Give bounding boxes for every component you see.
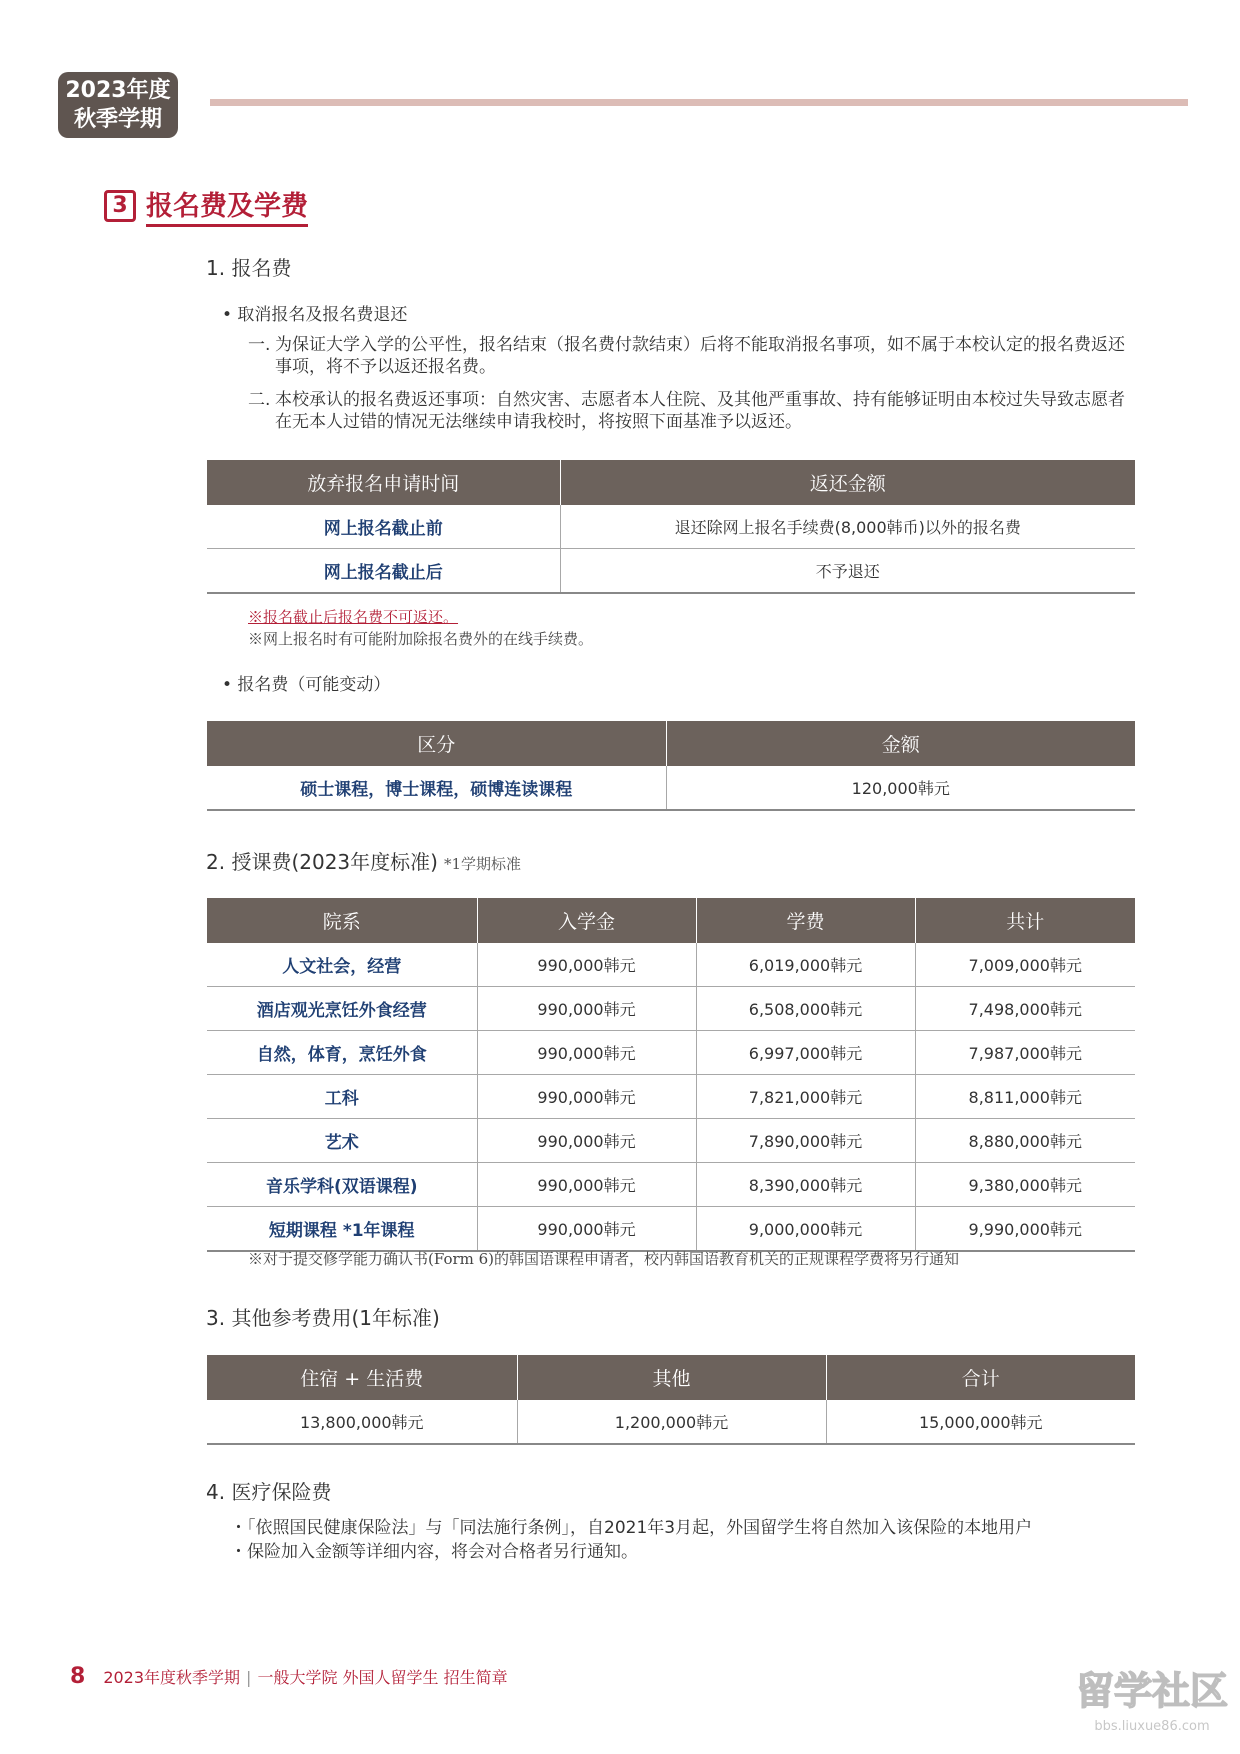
item-text: 为保证大学入学的公平性，报名结束（报名费付款结束）后将不能取消报名事项，如不属于本校认定的报名费返还事项，将不予以返还报名费。 <box>275 335 1125 377</box>
table-cell: 990,000韩元 <box>477 1163 696 1207</box>
watermark-text: 留学社区 <box>1075 1669 1229 1713</box>
table-cell: 1,200,000韩元 <box>517 1400 826 1444</box>
table-cell: 自然，体育，烹饪外食 <box>207 1031 477 1075</box>
table-cell: 990,000韩元 <box>477 987 696 1031</box>
table-cell: 9,000,000韩元 <box>696 1207 915 1252</box>
table-cell: 短期课程 *1年课程 <box>207 1207 477 1252</box>
table-row <box>207 1163 1135 1207</box>
section-title <box>104 184 308 227</box>
header-cell: 院系 <box>207 898 477 943</box>
header-cell: 返还金额 <box>560 460 1135 505</box>
bullet-cancel-refund: • 取消报名及报名费退还 <box>222 305 408 325</box>
table-cell: 7,498,000韩元 <box>915 987 1135 1031</box>
table-row <box>207 766 1135 810</box>
header-cell: 住宿 + 生活费 <box>207 1355 517 1400</box>
table-cell: 990,000韩元 <box>477 1031 696 1075</box>
table-cell: 990,000韩元 <box>477 943 696 987</box>
header-cell: 放弃报名申请时间 <box>207 460 560 505</box>
table-cell: 艺术 <box>207 1119 477 1163</box>
note-online-fee: ※网上报名时有可能附加除报名费外的在线手续费。 <box>248 630 594 648</box>
table-cell: 7,890,000韩元 <box>696 1119 915 1163</box>
table-header-row <box>207 1355 1135 1400</box>
table-cell: 人文社会，经营 <box>207 943 477 987</box>
other-costs-table <box>207 1355 1135 1445</box>
table-row <box>207 987 1135 1031</box>
heading-other-costs: 3. 其他参考费用(1年标准) <box>206 1306 440 1330</box>
header-cell: 区分 <box>207 721 666 766</box>
table-cell: 硕士课程，博士课程，硕博连读课程 <box>207 766 666 810</box>
refund-table <box>207 460 1135 594</box>
badge-term: 秋季学期 <box>73 107 162 132</box>
table-cell: 7,987,000韩元 <box>915 1031 1135 1075</box>
table-header-row <box>207 721 1135 766</box>
table-cell: 6,997,000韩元 <box>696 1031 915 1075</box>
table-cell: 990,000韩元 <box>477 1075 696 1119</box>
table-cell: 酒店观光烹饪外食经营 <box>207 987 477 1031</box>
section-number: 3 <box>104 190 136 222</box>
table-cell: 7,821,000韩元 <box>696 1075 915 1119</box>
table-header-row <box>207 460 1135 505</box>
table-row <box>207 1400 1135 1444</box>
table-cell: 9,380,000韩元 <box>915 1163 1135 1207</box>
watermark-url: bbs.liuxue86.com <box>1094 1719 1210 1734</box>
table-cell: 6,019,000韩元 <box>696 943 915 987</box>
table-cell: 不予退还 <box>560 549 1135 594</box>
table-row <box>207 1207 1135 1252</box>
heading-insurance: 4. 医疗保险费 <box>206 1480 332 1504</box>
badge-year: 2023年度 <box>65 78 171 103</box>
header-cell: 入学金 <box>477 898 696 943</box>
table-cell: 9,990,000韩元 <box>915 1207 1135 1252</box>
item-label: 一. <box>248 335 271 355</box>
table-cell: 网上报名截止前 <box>207 505 560 549</box>
note-no-refund: ※报名截止后报名费不可返还。 <box>248 608 459 626</box>
table-cell: 13,800,000韩元 <box>207 1400 517 1444</box>
header-cell: 共计 <box>915 898 1135 943</box>
heading-application-fee: 1. 报名费 <box>206 256 292 280</box>
heading-text: 2. 授课费(2023年度标准) <box>206 850 438 874</box>
table-cell: 120,000韩元 <box>666 766 1135 810</box>
table-cell: 15,000,000韩元 <box>826 1400 1135 1444</box>
fee-table <box>207 721 1135 811</box>
page-number: 8 <box>70 1664 86 1689</box>
note-korean-course: ※对于提交修学能力确认书(Form 6)的韩国语课程申请者，校内韩国语教育机关的正规课程学费将另行通知 <box>248 1250 960 1268</box>
item-text: 本校承认的报名费返还事项：自然灾害、志愿者本人住院、及其他严重事故、持有能够证明由本校过失导致志愿者在无本人过错的情况无法继续申请我校时，将按照下面基准予以返还。 <box>275 390 1125 432</box>
heading-note: *1学期标准 <box>443 855 521 873</box>
footer-doc-title: 一般大学院 外国人留学生 招生简章 <box>257 1668 508 1687</box>
header-cell: 学费 <box>696 898 915 943</box>
table-row <box>207 1075 1135 1119</box>
table-cell: 退还除网上报名手续费(8,000韩币)以外的报名费 <box>560 505 1135 549</box>
table-row <box>207 505 1135 549</box>
heading-tuition <box>206 846 521 875</box>
table-row <box>207 1031 1135 1075</box>
table-header-row <box>207 898 1135 943</box>
bullet-fee-variable: • 报名费（可能变动） <box>222 675 391 695</box>
header-rule <box>210 99 1188 106</box>
item-label: 二. <box>248 390 271 410</box>
table-cell: 6,508,000韩元 <box>696 987 915 1031</box>
table-cell: 8,880,000韩元 <box>915 1119 1135 1163</box>
table-row <box>207 549 1135 594</box>
table-cell: 990,000韩元 <box>477 1207 696 1252</box>
table-cell: 音乐学科(双语课程) <box>207 1163 477 1207</box>
header-cell: 合计 <box>826 1355 1135 1400</box>
refund-item-1 <box>248 334 1138 378</box>
section-heading: 报名费及学费 <box>146 184 308 227</box>
table-cell: 8,390,000韩元 <box>696 1163 915 1207</box>
page-footer <box>70 1664 508 1689</box>
header-cell: 金额 <box>666 721 1135 766</box>
footer-separator: | <box>246 1668 252 1687</box>
tuition-table <box>207 898 1135 1252</box>
table-cell: 网上报名截止后 <box>207 549 560 594</box>
insurance-line: ・「依照国民健康保险法」与「同法施行条例」，自2021年3月起，外国留学生将自然加入该保险的本地用户 <box>230 1518 1033 1538</box>
semester-badge <box>58 72 178 138</box>
insurance-line: ・保险加入金额等详细内容，将会对合格者另行通知。 <box>230 1542 638 1562</box>
watermark-logo <box>1072 1652 1232 1740</box>
insurance-text <box>230 1516 1032 1564</box>
table-row <box>207 943 1135 987</box>
refund-item-2 <box>248 389 1138 433</box>
table-cell: 7,009,000韩元 <box>915 943 1135 987</box>
table-cell: 工科 <box>207 1075 477 1119</box>
footer-term: 2023年度秋季学期 <box>103 1668 241 1687</box>
table-cell: 990,000韩元 <box>477 1119 696 1163</box>
table-cell: 8,811,000韩元 <box>915 1075 1135 1119</box>
header-cell: 其他 <box>517 1355 826 1400</box>
table-row <box>207 1119 1135 1163</box>
